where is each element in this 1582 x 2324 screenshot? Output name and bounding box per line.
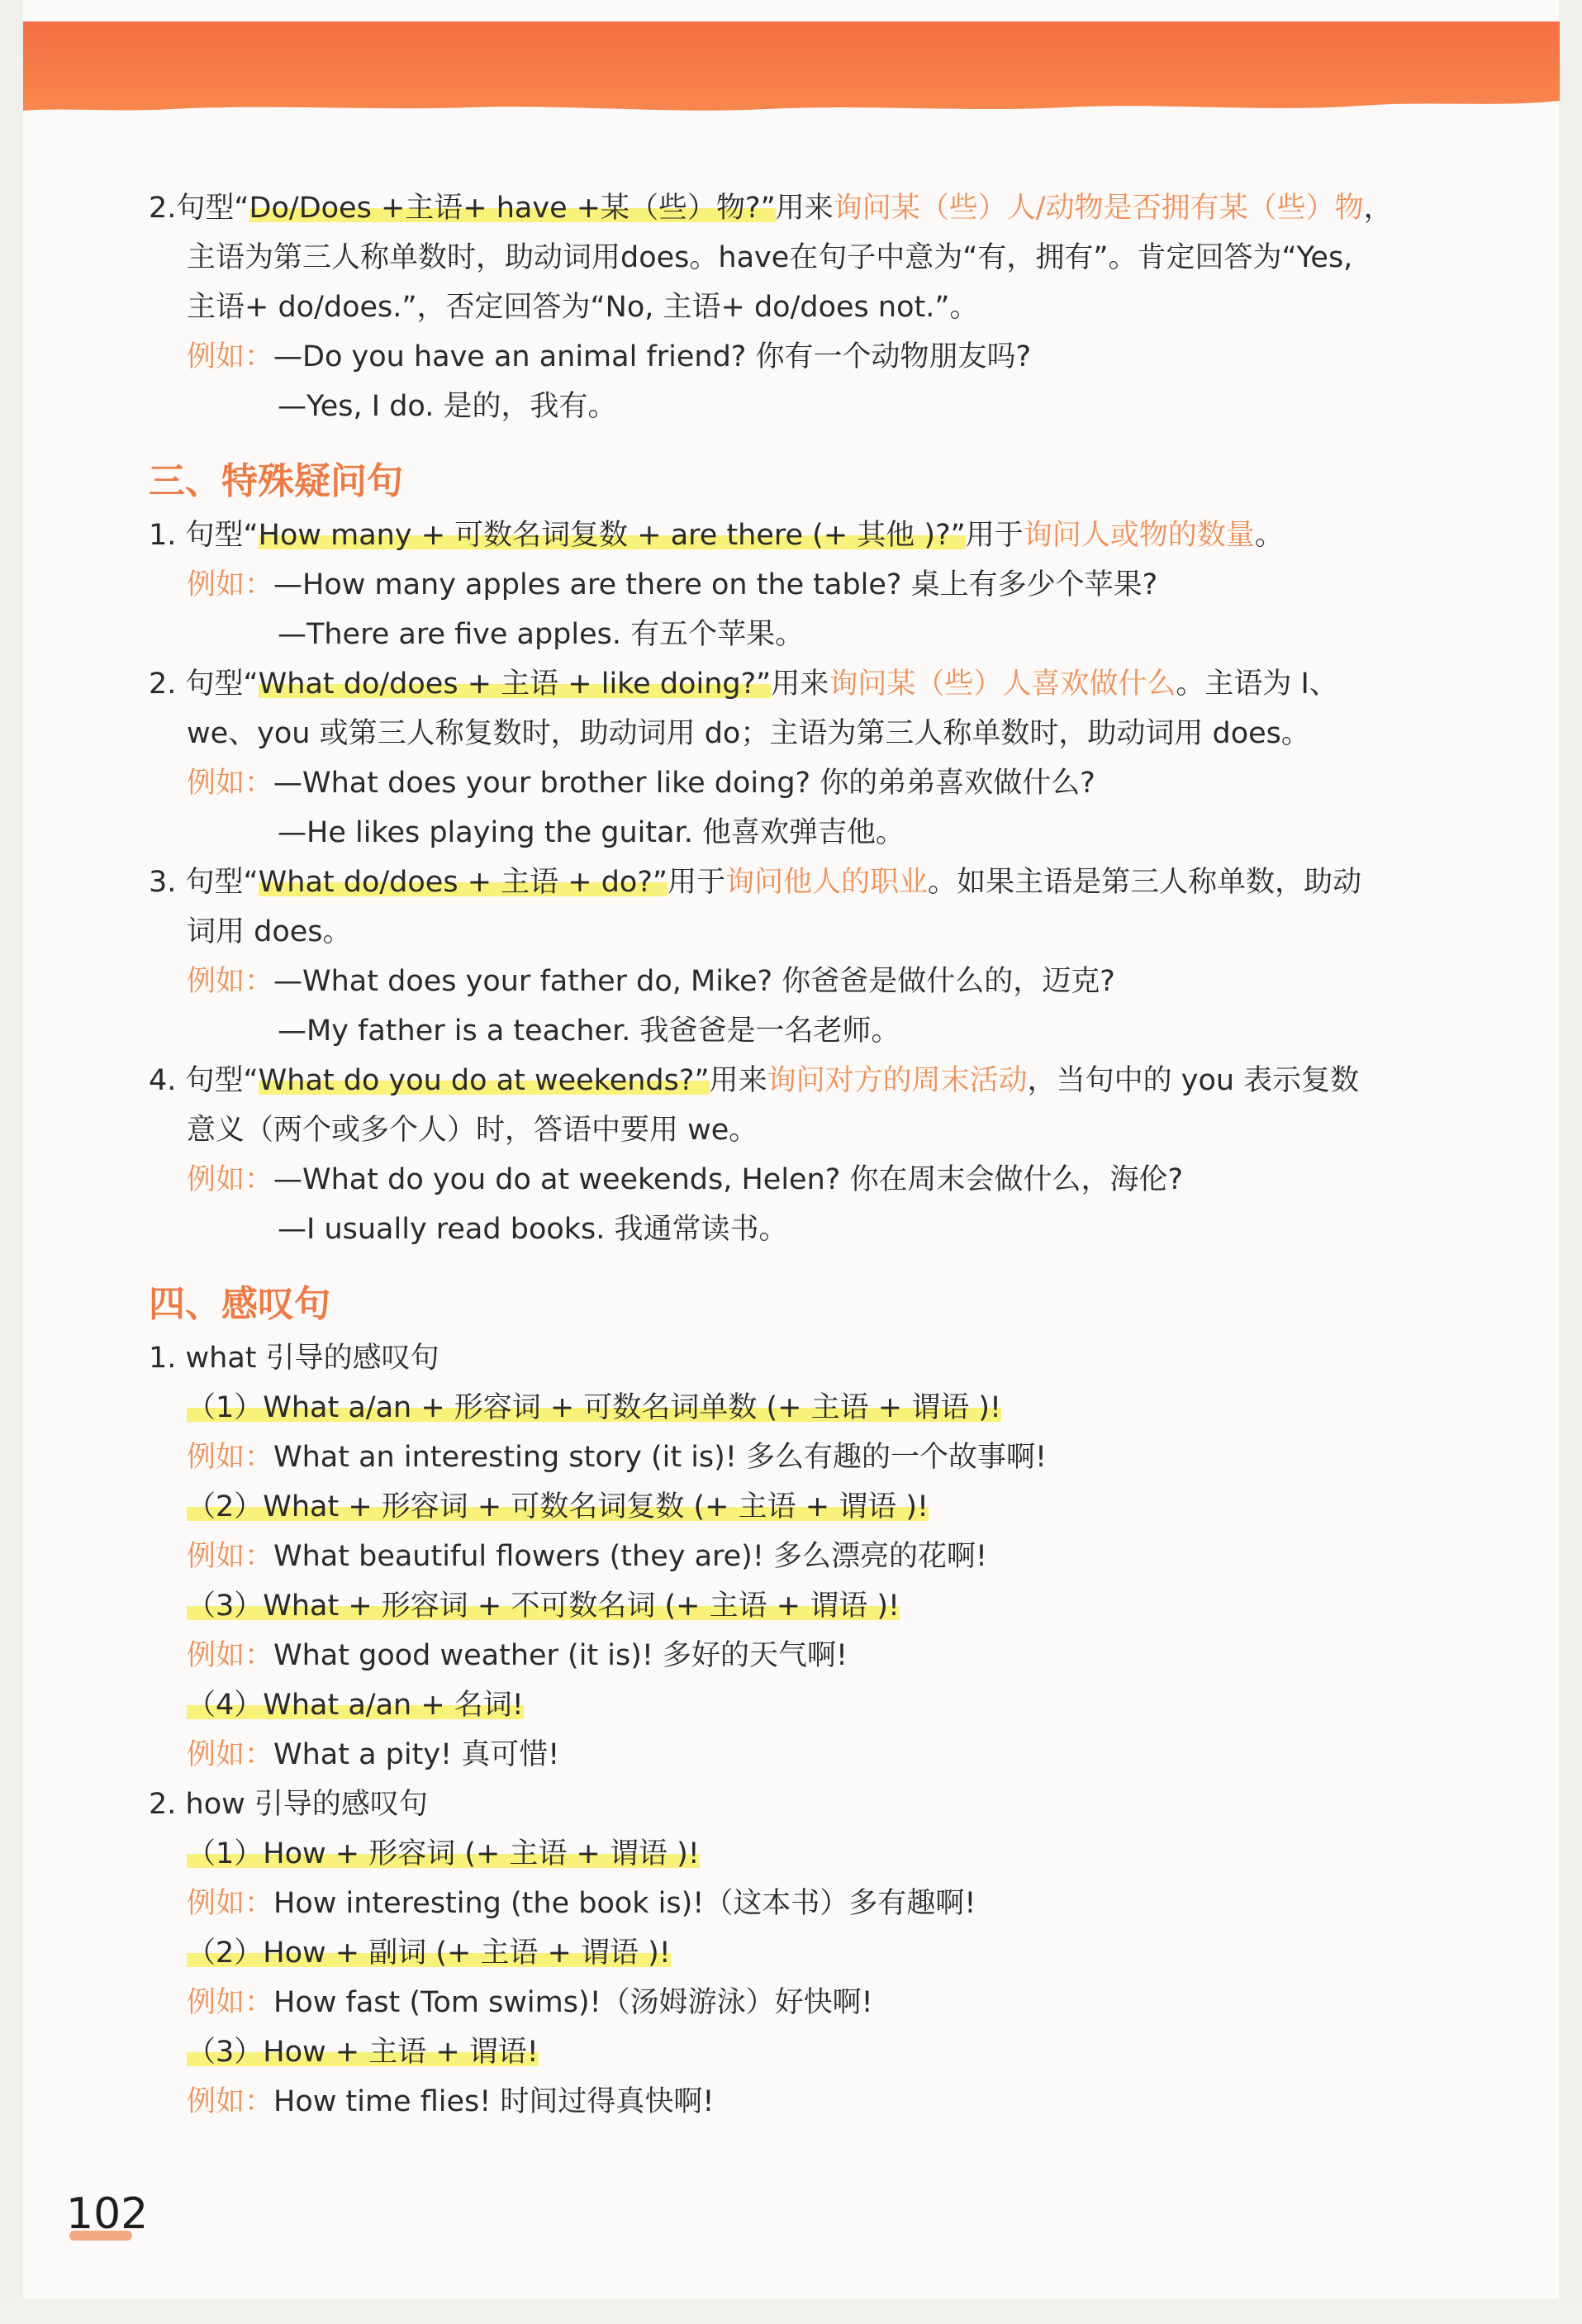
example-line: 例如：—What does your father do, Mike? 你爸爸是做什么的，迈克? [187, 965, 1115, 998]
section-heading-exclamations: 四、感叹句 [149, 1283, 330, 1325]
pattern-highlight: （4）What a/an + 名词! [187, 1689, 524, 1722]
example-label: 例如： [187, 965, 274, 998]
exclamation-pattern [149, 1581, 1462, 1631]
page-edge-right [1559, 0, 1582, 2324]
example-label: 例如： [187, 340, 274, 373]
example-label: 例如： [187, 1738, 274, 1771]
what-exclamation-heading: 1. what 引导的感叹句 [149, 1342, 439, 1375]
pattern-highlight: （3）How + 主语 + 谓语! [187, 2036, 539, 2069]
exclamation-pattern [149, 2027, 1462, 2077]
example-label: 例如： [187, 1540, 274, 1573]
exclamation-pattern [149, 1680, 1462, 1730]
example-line: 例如：—How many apples are there on the table? 桌上有多少个苹果? [187, 568, 1158, 601]
example-line: 例如：How fast (Tom swims)!（汤姆游泳）好快啊! [187, 1986, 873, 2019]
wh-rule-1: 1. 句型“How many + 可数名词复数 + are there (+ 其他 )?”用于询问人或物的数量。 [149, 519, 1284, 552]
pattern-highlight: What do you do at weekends?” [258, 1064, 710, 1097]
page-edge-left [0, 0, 23, 2324]
example-label: 例如： [187, 1639, 274, 1672]
example-line: 例如：What good weather (it is)! 多好的天气啊! [187, 1639, 848, 1672]
pattern-highlight: What do/does + 主语 + like doing?” [258, 668, 772, 701]
pattern-highlight: （2）What + 形容词 + 可数名词复数 (+ 主语 + 谓语 )! [187, 1490, 929, 1523]
pattern-highlight: What do/does + 主语 + do?” [258, 866, 668, 899]
page-number: 102 [66, 2189, 149, 2239]
example-answer: —I usually read books. 我通常读书。 [278, 1213, 788, 1246]
pattern-highlight: （3）What + 形容词 + 不可数名词 (+ 主语 + 谓语 )! [187, 1590, 900, 1623]
example-label: 例如： [187, 1163, 274, 1196]
exclamation-pattern [149, 1829, 1462, 1879]
example-line: 例如：—Do you have an animal friend? 你有一个动物朋友吗? [187, 340, 1032, 373]
example-line: 例如：What a pity! 真可惜! [187, 1738, 560, 1771]
pattern-highlight: How many + 可数名词复数 + are there (+ 其他 )?” [258, 519, 966, 552]
example-line: 例如：How interesting (the book is)!（这本书）多有趣啊! [187, 1887, 976, 1920]
wh-rule-3-line2: 词用 does。 [187, 915, 352, 948]
rule-2-line3: 主语+ do/does.”，否定回答为“No, 主语+ do/does not.”。 [187, 291, 979, 324]
usage-highlight: 询问人或物的数量 [1023, 519, 1255, 552]
exclamation-pattern [149, 1383, 1462, 1433]
rule-2-line2: 主语为第三人称单数时，助动词用does。have在句子中意为“有，拥有”。肯定回答为“Yes, [187, 241, 1353, 274]
wh-rule-2: 2. 句型“What do/does + 主语 + like doing?”用来询问某（些）人喜欢做什么。主语为 I、 [149, 668, 1338, 701]
page-content [149, 183, 1462, 2127]
example-label: 例如： [187, 1441, 274, 1474]
example-line: 例如：—What does your brother like doing? 你的弟弟喜欢做什么? [187, 767, 1095, 800]
example-label: 例如： [187, 1887, 274, 1920]
exclamation-pattern [149, 1482, 1462, 1532]
example-label: 例如： [187, 1986, 274, 2019]
example-line: 例如：How time flies! 时间过得真快啊! [187, 2085, 715, 2118]
usage-highlight: 询问某（些）人/动物是否拥有某（些）物 [833, 192, 1364, 225]
example-answer: —He likes playing the guitar. 他喜欢弹吉他。 [278, 816, 905, 849]
example-label: 例如： [187, 2085, 274, 2118]
wh-rule-4: 4. 句型“What do you do at weekends?”用来询问对方的周末活动，当句中的 you 表示复数 [149, 1064, 1360, 1097]
usage-highlight: 询问他人的职业 [725, 866, 929, 899]
wh-rule-4-line2: 意义（两个或多个人）时，答语中要用 we。 [187, 1114, 758, 1147]
usage-highlight: 询问某（些）人喜欢做什么 [829, 668, 1176, 701]
page-bottom-edge [0, 2299, 1582, 2324]
wh-rule-2-line2: we、you 或第三人称复数时，助动词用 do；主语为第三人称单数时，助动词用 does。 [187, 717, 1310, 750]
exclamation-pattern [149, 1928, 1462, 1978]
header-banner [23, 21, 1560, 121]
example-answer: —My father is a teacher. 我爸爸是一名老师。 [278, 1015, 900, 1048]
example-answer: —Yes, I do. 是的，我有。 [278, 390, 617, 423]
example-label: 例如： [187, 767, 274, 800]
usage-highlight: 询问对方的周末活动 [767, 1064, 1028, 1097]
pattern-highlight: （2）How + 副词 (+ 主语 + 谓语 )! [187, 1937, 671, 1970]
wh-rule-3: 3. 句型“What do/does + 主语 + do?”用于询问他人的职业。如果主语是第三人称单数，助动 [149, 866, 1362, 899]
pattern-highlight: （1）How + 形容词 (+ 主语 + 谓语 )! [187, 1837, 700, 1870]
example-line: 例如：What beautiful flowers (they are)! 多么漂亮的花啊! [187, 1540, 988, 1573]
rule-2-line1: 2.句型“Do/Does +主语+ have +某（些）物?”用来询问某（些）人/动物是否拥有某（些）物， [149, 192, 1393, 225]
example-line: 例如：What an interesting story (it is)! 多么有趣的一个故事啊! [187, 1441, 1048, 1474]
section-heading-wh-questions: 三、特殊疑问句 [149, 460, 403, 502]
how-exclamation-heading: 2. how 引导的感叹句 [149, 1788, 428, 1821]
pattern-highlight: （1）What a/an + 形容词 + 可数名词单数 (+ 主语 + 谓语 )! [187, 1391, 1001, 1424]
pattern-highlight: Do/Does +主语+ have +某（些）物?” [249, 192, 776, 225]
example-answer: —There are five apples. 有五个苹果。 [278, 618, 805, 651]
example-line: 例如：—What do you do at weekends, Helen? 你在周末会做什么，海伦? [187, 1163, 1184, 1196]
example-label: 例如： [187, 568, 274, 601]
